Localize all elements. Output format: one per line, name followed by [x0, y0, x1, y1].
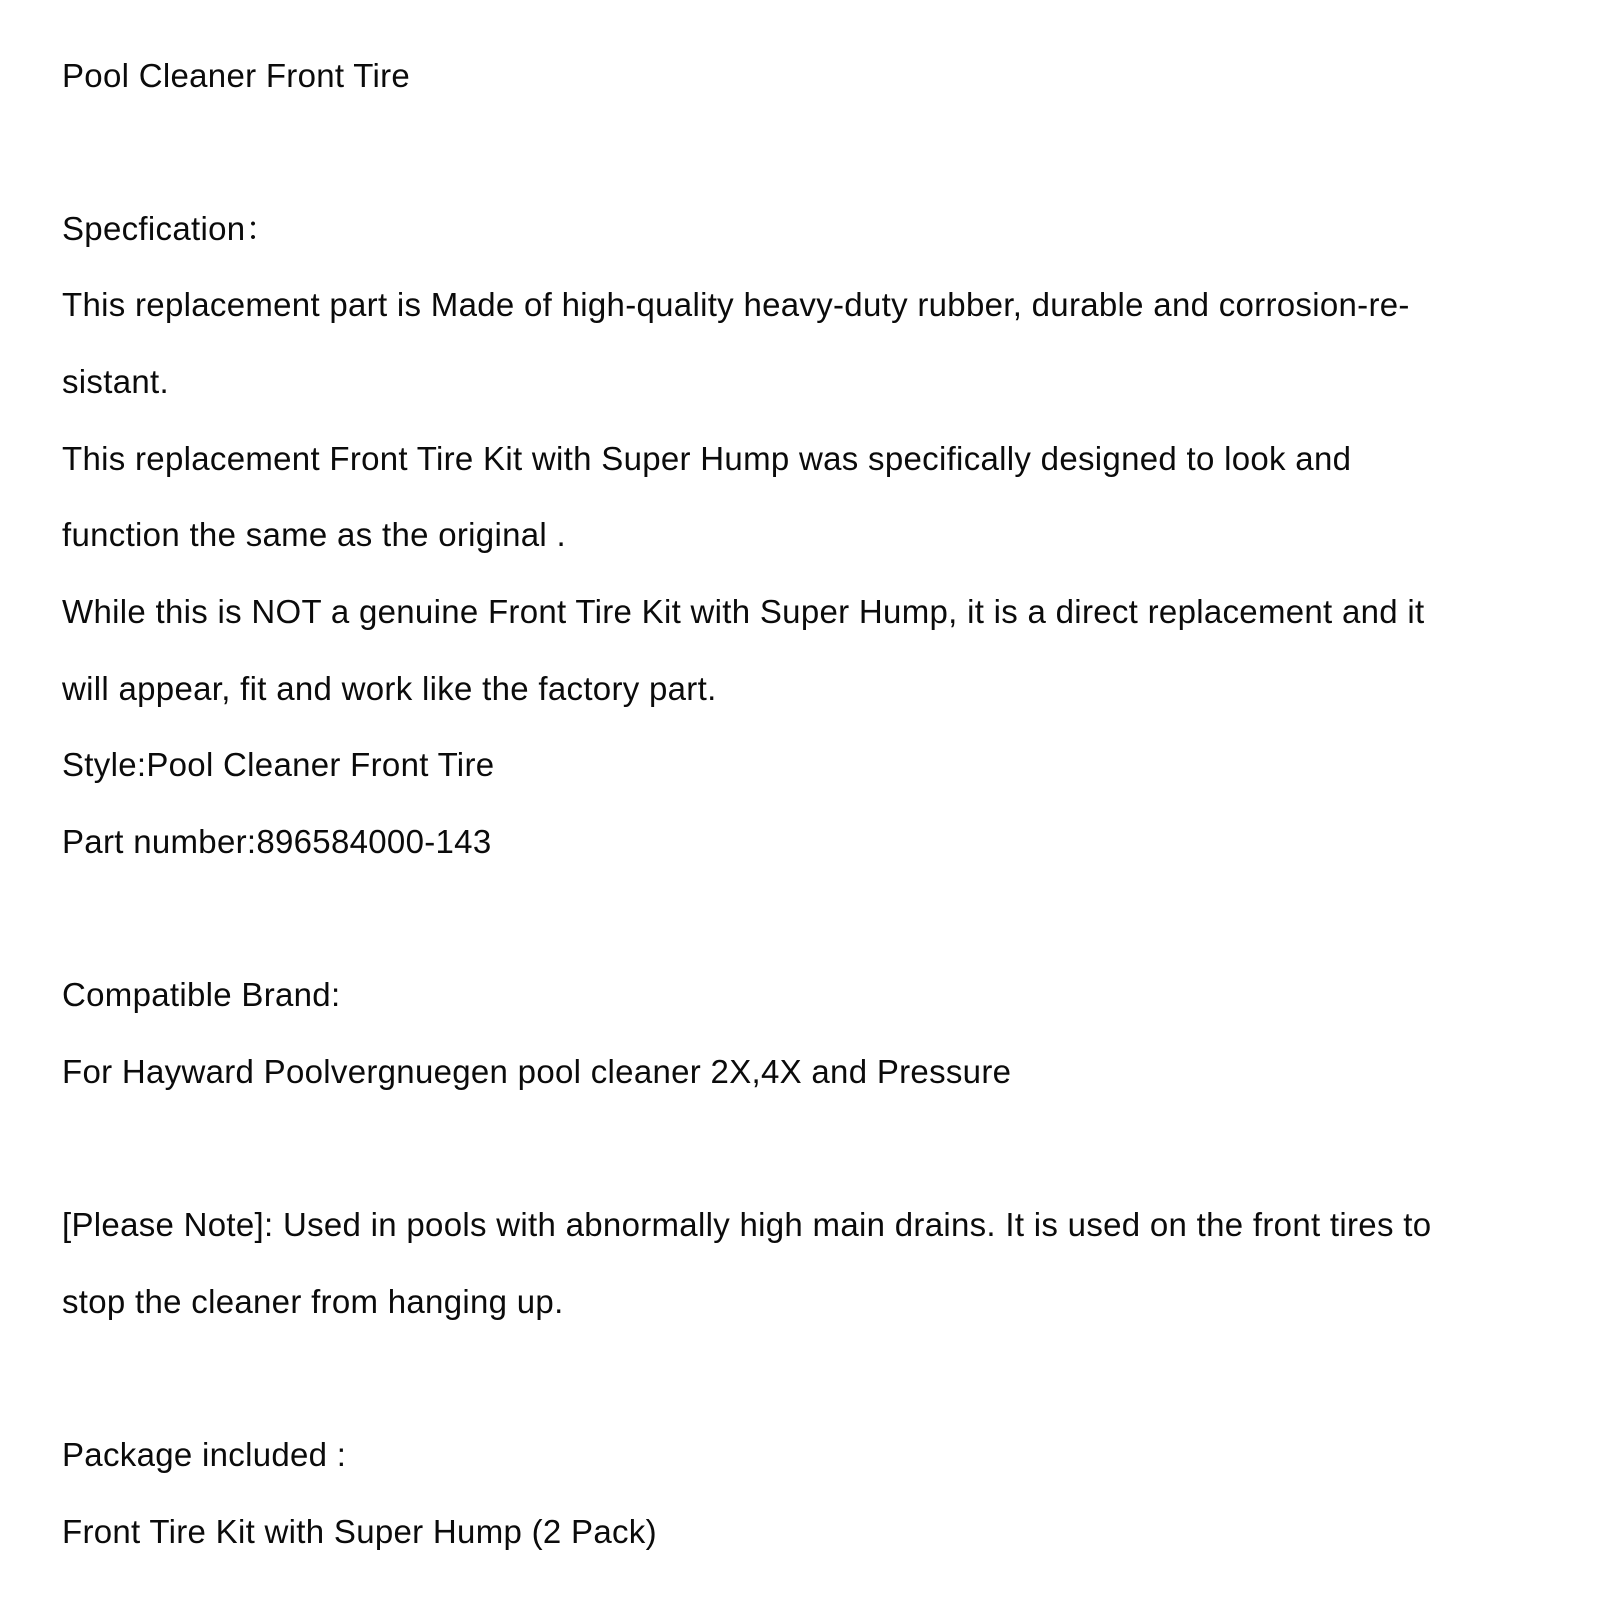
material-text-line-1: This replacement part is Made of high-quality heavy-duty rubber, durable and corrosion-re-	[62, 286, 1410, 323]
style-line: Style:Pool Cleaner Front Tire	[62, 746, 495, 783]
compatible-brand-heading: Compatible Brand:	[62, 976, 341, 1013]
replacement-text-line-2: will appear, fit and work like the factory part.	[62, 670, 717, 707]
specification-heading: Specfication：	[62, 210, 279, 247]
replacement-text-line-1: While this is NOT a genuine Front Tire Kit with Super Hump, it is a direct replacement and it	[62, 593, 1425, 630]
design-text-line-1: This replacement Front Tire Kit with Super Hump was specifically designed to look and	[62, 440, 1352, 477]
please-note-line-1: [Please Note]: Used in pools with abnormally high main drains. It is used on the front tires to	[62, 1206, 1432, 1243]
part-number-line: Part number:896584000-143	[62, 823, 492, 860]
compatible-brand-text: For Hayward Poolvergnuegen pool cleaner 2X,4X and Pressure	[62, 1053, 1012, 1090]
package-included-heading: Package included :	[62, 1436, 347, 1473]
document-title: Pool Cleaner Front Tire	[62, 57, 411, 94]
please-note-line-2: stop the cleaner from hanging up.	[62, 1283, 564, 1320]
design-text-line-2: function the same as the original .	[62, 516, 566, 553]
package-included-item: Front Tire Kit with Super Hump (2 Pack)	[62, 1513, 657, 1550]
material-text-line-2: sistant.	[62, 363, 169, 400]
